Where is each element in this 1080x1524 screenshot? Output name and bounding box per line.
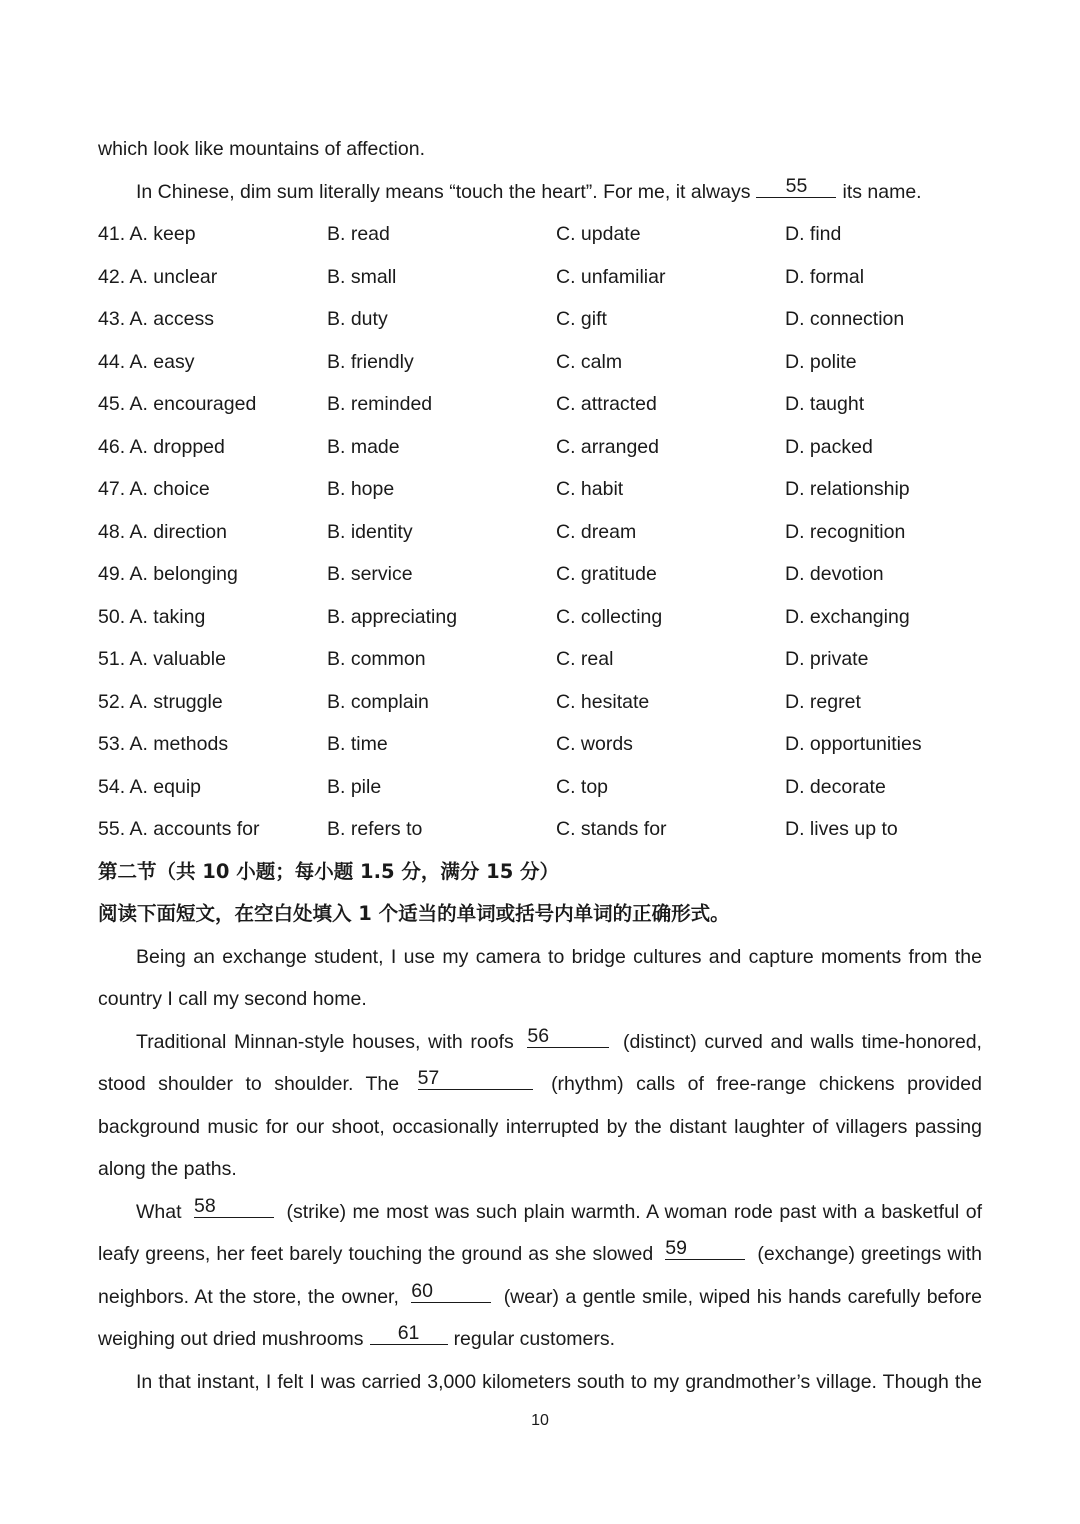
passage-text: In Chinese, dim sum literally means “touch the heart”. For me, it always [136, 180, 751, 203]
option-a[interactable]: 46. A. dropped [98, 435, 225, 458]
blank-61[interactable]: 61 [370, 1322, 448, 1345]
option-b[interactable]: B. identity [327, 520, 413, 543]
option-b[interactable]: B. hope [327, 478, 395, 500]
option-c[interactable]: C. unfamiliar [556, 265, 666, 288]
passage-text: its name. [842, 180, 922, 203]
option-a[interactable]: 49. A. belonging [98, 563, 238, 585]
option-d[interactable]: D. devotion [785, 563, 884, 585]
blank-58[interactable]: 58 [194, 1195, 274, 1218]
option-b[interactable]: B. duty [327, 308, 388, 330]
option-d[interactable]: D. packed [785, 435, 873, 458]
passage-text: regular customers. [453, 1328, 616, 1350]
option-b[interactable]: B. pile [327, 775, 382, 798]
passage-line: Being an exchange student, I use my camera to bridge cultures and capture moments from the [136, 945, 982, 968]
option-a[interactable]: 55. A. accounts for [98, 818, 260, 840]
blank-56[interactable]: 56 [527, 1025, 609, 1048]
options-table [98, 213, 982, 851]
option-d[interactable]: D. recognition [785, 520, 906, 543]
option-row [98, 256, 982, 299]
blank-55[interactable]: 55 [756, 175, 836, 198]
option-a[interactable]: 51. A. valuable [98, 648, 226, 670]
option-d[interactable]: D. find [785, 223, 842, 245]
option-c[interactable]: C. gift [556, 308, 607, 330]
option-c[interactable]: C. update [556, 223, 641, 245]
passage-text: What [136, 1200, 182, 1223]
option-row [98, 723, 982, 766]
option-a[interactable]: 47. A. choice [98, 478, 210, 500]
option-row [98, 596, 982, 639]
passage-text: weighing out dried mushrooms [98, 1328, 364, 1350]
option-c[interactable]: C. hesitate [556, 690, 650, 713]
option-b[interactable]: B. small [327, 265, 397, 288]
passage-text: (rhythm) calls of free-range chickens provided [551, 1073, 982, 1095]
blank-59[interactable]: 59 [665, 1237, 745, 1260]
option-a[interactable]: 41. A. keep [98, 223, 196, 245]
passage-line [98, 1318, 982, 1361]
option-b[interactable]: B. time [327, 733, 388, 755]
option-b[interactable]: B. service [327, 563, 413, 585]
option-d[interactable]: D. relationship [785, 478, 910, 500]
passage-line [98, 171, 982, 214]
passage-line [98, 1191, 982, 1234]
passage-text: (exchange) greetings with [757, 1243, 983, 1265]
passage-text: stood shoulder to shoulder. The [98, 1073, 400, 1095]
passage-text: (wear) a gentle smile, wiped his hands carefully before [503, 1285, 982, 1308]
option-c[interactable]: C. calm [556, 350, 623, 373]
option-d[interactable]: D. decorate [785, 775, 886, 798]
option-b[interactable]: B. common [327, 648, 426, 670]
option-c[interactable]: C. words [556, 733, 633, 755]
passage-line: background music for our shoot, occasionally interrupted by the distant laughter of villagers passing [98, 1115, 982, 1138]
option-row [98, 808, 982, 851]
passage-line: which look like mountains of affection. [98, 138, 425, 160]
passage-line: In that instant, I felt I was carried 3,000 kilometers south to my grandmother’s village. Though the [136, 1370, 982, 1393]
option-a[interactable]: 44. A. easy [98, 350, 195, 373]
passage-text: leafy greens, her feet barely touching the ground as she slowed [98, 1243, 654, 1265]
passage-text: neighbors. At the store, the owner, [98, 1285, 399, 1308]
option-d[interactable]: D. lives up to [785, 818, 898, 840]
option-row [98, 553, 982, 596]
option-b[interactable]: B. appreciating [327, 605, 458, 628]
option-c[interactable]: C. real [556, 648, 614, 670]
passage-line [98, 1233, 982, 1276]
option-c[interactable]: C. collecting [556, 605, 663, 628]
passage-line [98, 1021, 982, 1064]
passage-line [98, 1063, 982, 1106]
option-b[interactable]: B. read [327, 223, 390, 245]
option-c[interactable]: C. dream [556, 520, 637, 543]
option-c[interactable]: C. arranged [556, 435, 659, 458]
passage-text: (distinct) curved and walls time-honored, [623, 1030, 982, 1053]
option-row [98, 341, 982, 384]
option-d[interactable]: D. private [785, 648, 869, 670]
option-row [98, 511, 982, 554]
page-number: 10 [531, 1412, 549, 1429]
option-d[interactable]: D. polite [785, 350, 857, 373]
option-d[interactable]: D. regret [785, 690, 861, 713]
option-c[interactable]: C. stands for [556, 818, 667, 840]
option-d[interactable]: D. opportunities [785, 733, 922, 755]
option-row [98, 468, 982, 511]
option-d[interactable]: D. taught [785, 393, 865, 415]
option-row [98, 213, 982, 256]
option-row [98, 681, 982, 724]
option-c[interactable]: C. habit [556, 478, 624, 500]
option-a[interactable]: 48. A. direction [98, 520, 228, 543]
option-b[interactable]: B. made [327, 435, 400, 458]
option-a[interactable]: 53. A. methods [98, 733, 229, 755]
option-a[interactable]: 43. A. access [98, 308, 214, 330]
option-c[interactable]: C. top [556, 775, 609, 798]
option-b[interactable]: B. friendly [327, 350, 414, 373]
option-b[interactable]: B. reminded [327, 393, 433, 415]
option-d[interactable]: D. exchanging [785, 605, 910, 628]
option-row [98, 298, 982, 341]
passage-line: along the paths. [98, 1158, 237, 1180]
option-a[interactable]: 42. A. unclear [98, 265, 218, 288]
option-a[interactable]: 54. A. equip [98, 775, 202, 798]
option-row [98, 638, 982, 681]
section-title: 第二节（共 10 小题；每小题 1.5 分，满分 15 分） [98, 859, 560, 883]
option-c[interactable]: C. gratitude [556, 563, 657, 585]
option-row [98, 426, 982, 469]
option-d[interactable]: D. formal [785, 265, 865, 288]
passage-text: Traditional Minnan-style houses, with roofs [136, 1030, 514, 1053]
option-a[interactable]: 45. A. encouraged [98, 393, 257, 415]
option-a[interactable]: 52. A. struggle [98, 690, 223, 713]
blank-57[interactable]: 57 [418, 1067, 533, 1090]
blank-60[interactable]: 60 [411, 1280, 491, 1303]
passage-line [98, 1276, 982, 1319]
option-row [98, 383, 982, 426]
option-b[interactable]: B. complain [327, 690, 429, 713]
option-a[interactable]: 50. A. taking [98, 605, 206, 628]
exam-page [98, 128, 982, 1403]
section-instruction: 阅读下面短文，在空白处填入 1 个适当的单词或括号内单词的正确形式。 [98, 902, 730, 925]
passage-text: (strike) me most was such plain warmth. A woman rode past with a basketful of [286, 1200, 982, 1223]
passage-line: country I call my second home. [98, 988, 367, 1010]
option-row [98, 766, 982, 809]
option-c[interactable]: C. attracted [556, 393, 657, 415]
option-d[interactable]: D. connection [785, 308, 905, 330]
option-b[interactable]: B. refers to [327, 818, 423, 840]
